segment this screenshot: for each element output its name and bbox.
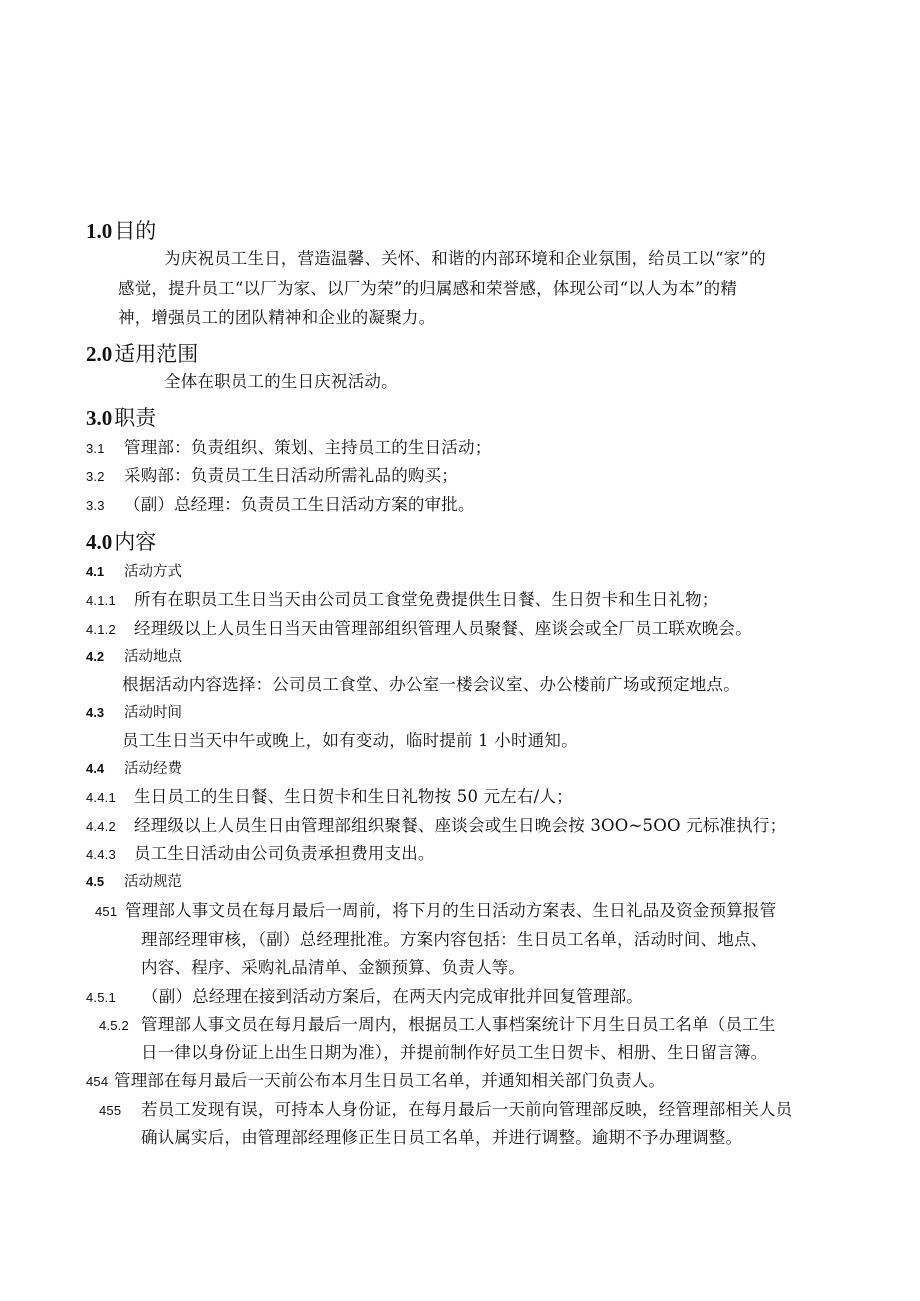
subsection-title: 活动经费 [124,761,182,777]
subsection-title: 活动方式 [124,564,182,580]
subsection-heading [86,706,182,721]
subsection-heading [86,875,182,890]
section-number: 4.0 [86,530,113,554]
list-item [86,621,752,638]
list-item [86,989,643,1006]
subsection-heading [86,650,182,665]
paragraph-line: 为庆祝员工生日，营造温馨、关怀、和谐的内部环境和企业氛围，给员工以“家”的 [164,249,766,268]
item-text: 管理部人事文员在每月最后一周前，将下月的生日活动方案表、生日礼品及资金预算报管 [125,901,777,920]
paragraph-line: 确认属实后，由管理部经理修正生日员工名单，并进行调整。逾期不予办理调整。 [141,1128,743,1147]
item-number: 454 [86,1074,109,1089]
list-item [86,789,573,806]
list-item [86,497,475,514]
paragraph-line: 感觉，提升员工“以厂为家、以厂为荣”的归属感和荣誉感，体现公司“以人为本”的精 [118,279,738,298]
section-title: 职责 [114,406,157,430]
item-text: （副）总经理在接到活动方案后，在两天内完成审批并回复管理部。 [142,987,643,1006]
paragraph-line: 员工生日当天中午或晚上，如有变动，临时提前 1 小时通知。 [122,731,578,750]
subsection-heading [86,565,182,580]
list-item [86,440,491,457]
section-heading [86,221,156,242]
section-heading [86,532,156,553]
paragraph-line: 神，增强员工的团队精神和企业的凝聚力。 [118,308,436,327]
list-item [99,1017,776,1034]
item-number: 4.1.2 [86,622,116,637]
paragraph-line: 理部经理审核，（副）总经理批准。方案内容包括：生日员工名单，活动时间、地点、 [141,930,768,949]
item-text: 经理级以上人员生日当天由管理部组织管理人员聚餐、座谈会或全厂员工联欢晚会。 [134,619,752,638]
item-number: 3.3 [86,498,105,513]
list-item [99,1102,792,1119]
subsection-title: 活动规范 [124,874,182,890]
list-item [86,468,458,485]
list-item [86,846,435,863]
paragraph-line: 全体在职员工的生日庆祝活动。 [164,372,398,391]
item-text: 若员工发现有误，可持本人身份证，在每月最后一天前向管理部反映，经管理部相关人员 [141,1100,793,1119]
list-item [95,903,776,920]
subsection-number: 4.5 [86,874,105,889]
paragraph-line: 根据活动内容选择：公司员工食堂、办公室一楼会议室、办公楼前广场或预定地点。 [122,675,740,694]
item-number: 3.1 [86,441,105,456]
subsection-title: 活动地点 [124,649,182,665]
item-number: 4.4.2 [86,819,116,834]
subsection-heading [86,762,182,777]
list-item [86,1073,665,1090]
section-title: 适用范围 [114,342,199,366]
section-heading [86,408,156,429]
list-item [86,818,786,835]
item-text: 经理级以上人员生日由管理部组织聚餐、座谈会或生日晚会按 3OO~5OO 元标准执行； [134,816,787,835]
item-number: 451 [95,904,118,919]
subsection-number: 4.3 [86,705,105,720]
item-text: 生日员工的生日餐、生日贺卡和生日礼物按 50 元左右/人； [134,787,573,806]
item-number: 4.1.1 [86,593,116,608]
item-text: 所有在职员工生日当天由公司员工食堂免费提供生日餐、生日贺卡和生日礼物； [134,590,719,609]
section-title: 目的 [114,219,157,243]
item-text: 管理部：负责组织、策划、主持员工的生日活动； [124,438,492,457]
list-item [86,592,719,609]
item-text: 采购部：负责员工生日活动所需礼品的购买； [124,466,458,485]
item-number: 4.5.2 [99,1018,129,1033]
paragraph-line: 日一律以身份证上出生日期为准），并提前制作好员工生日贺卡、相册、生日留言簿。 [141,1043,768,1062]
item-number: 4.5.1 [86,990,116,1005]
item-number: 3.2 [86,469,105,484]
item-text: 管理部在每月最后一天前公布本月生日员工名单，并通知相关部门负责人。 [114,1071,666,1090]
section-number: 1.0 [86,219,113,243]
item-text: （副）总经理：负责员工生日活动方案的审批。 [124,495,475,514]
subsection-title: 活动时间 [124,705,182,721]
item-number: 4.4.3 [86,847,116,862]
section-number: 3.0 [86,406,113,430]
subsection-number: 4.2 [86,649,105,664]
item-text: 管理部人事文员在每月最后一周内，根据员工人事档案统计下月生日员工名单（员工生 [141,1015,776,1034]
subsection-number: 4.4 [86,761,105,776]
section-heading [86,344,198,365]
subsection-number: 4.1 [86,564,105,579]
item-number: 4.4.1 [86,790,116,805]
item-text: 员工生日活动由公司负责承担费用支出。 [134,844,435,863]
section-title: 内容 [114,530,157,554]
paragraph-line: 内容、程序、采购礼品清单、金额预算、负责人等。 [141,958,526,977]
item-number: 455 [99,1103,122,1118]
section-number: 2.0 [86,342,113,366]
